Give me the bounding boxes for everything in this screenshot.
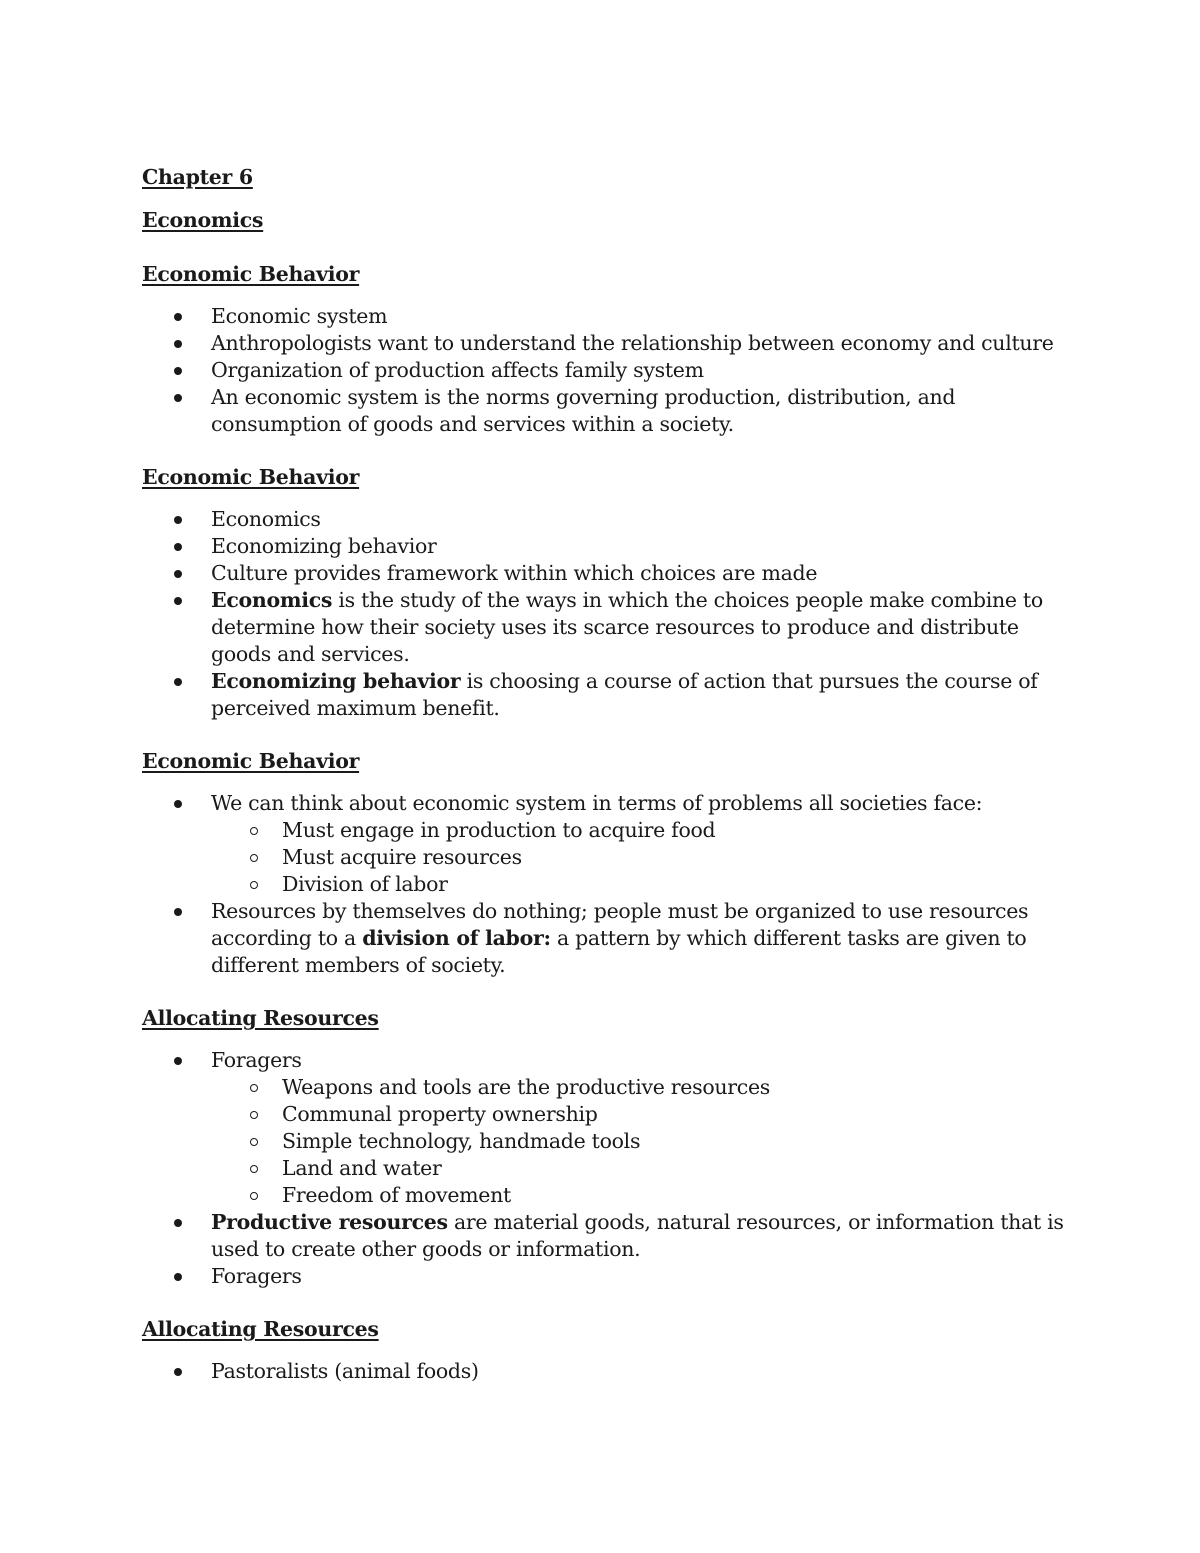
section-heading: Economic Behavior xyxy=(142,262,360,286)
bullet-text: Economic system xyxy=(211,304,388,328)
bullet-item xyxy=(142,790,1072,898)
sub-bullet-item: Must acquire resources xyxy=(211,844,1072,871)
defined-term: division of labor: xyxy=(362,926,551,950)
defined-term: Economics xyxy=(211,588,333,612)
bullet-text: We can think about economic system in terms of problems all societies face: xyxy=(211,791,983,815)
bullet-item xyxy=(142,506,1072,533)
bullet-item xyxy=(142,384,1072,438)
defined-term: Economizing behavior xyxy=(211,669,461,693)
document-page xyxy=(142,164,1072,1411)
notes-body xyxy=(142,261,1072,1385)
bullet-text: is choosing a course of action that pursues the course of perceived maximum benefit. xyxy=(211,669,1038,720)
bullet-text: a pattern by which different tasks are given to different members of society. xyxy=(211,926,1027,977)
bullet-item xyxy=(142,303,1072,330)
bullet-item xyxy=(142,533,1072,560)
bullet-text: Anthropologists want to understand the relationship between economy and culture xyxy=(211,331,1054,355)
sub-bullet-item: Land and water xyxy=(211,1155,1072,1182)
bullet-item xyxy=(142,587,1072,668)
bullet-list xyxy=(142,1047,1072,1290)
bullet-text: Organization of production affects family system xyxy=(211,358,704,382)
sub-bullet-item: Communal property ownership xyxy=(211,1101,1072,1128)
defined-term: Productive resources xyxy=(211,1210,448,1234)
subject-title: Economics xyxy=(142,208,264,232)
bullet-item xyxy=(142,357,1072,384)
bullet-item xyxy=(142,668,1072,722)
bullet-text: Resources by themselves do nothing; people must be organized to use resources according to a xyxy=(211,899,1029,950)
bullet-text: are material goods, natural resources, or information that is used to create other goods or information. xyxy=(211,1210,1064,1261)
bullet-list xyxy=(142,790,1072,979)
sub-bullet-item: Weapons and tools are the productive resources xyxy=(211,1074,1072,1101)
bullet-item xyxy=(142,1047,1072,1209)
bullet-text: Economizing behavior xyxy=(211,534,437,558)
bullet-item xyxy=(142,1263,1072,1290)
bullet-text: Economics xyxy=(211,507,321,531)
chapter-title: Chapter 6 xyxy=(142,165,253,189)
bullet-item xyxy=(142,560,1072,587)
bullet-text: Culture provides framework within which choices are made xyxy=(211,561,818,585)
bullet-list xyxy=(142,1358,1072,1385)
sub-bullet-item: Division of labor xyxy=(211,871,1072,898)
sub-bullet-item: Must engage in production to acquire food xyxy=(211,817,1072,844)
bullet-item xyxy=(142,1209,1072,1263)
sub-bullet-item: Simple technology, handmade tools xyxy=(211,1128,1072,1155)
bullet-text: An economic system is the norms governing production, distribution, and consumption of goods and services within a society. xyxy=(211,385,956,436)
bullet-text: Foragers xyxy=(211,1048,302,1072)
section-heading: Allocating Resources xyxy=(142,1006,379,1030)
section-heading: Economic Behavior xyxy=(142,749,360,773)
bullet-text: Foragers xyxy=(211,1264,302,1288)
bullet-item xyxy=(142,1358,1072,1385)
bullet-item xyxy=(142,330,1072,357)
bullet-list xyxy=(142,303,1072,438)
sub-bullet-list xyxy=(211,817,1072,898)
bullet-list xyxy=(142,506,1072,722)
sub-bullet-list xyxy=(211,1074,1072,1209)
bullet-text: is the study of the ways in which the choices people make combine to determine how their society uses its scarce resources to produce and distribute goods and services. xyxy=(211,588,1043,666)
bullet-text: Pastoralists (animal foods) xyxy=(211,1359,479,1383)
bullet-item xyxy=(142,898,1072,979)
section-heading: Economic Behavior xyxy=(142,465,360,489)
sub-bullet-item: Freedom of movement xyxy=(211,1182,1072,1209)
section-heading: Allocating Resources xyxy=(142,1317,379,1341)
